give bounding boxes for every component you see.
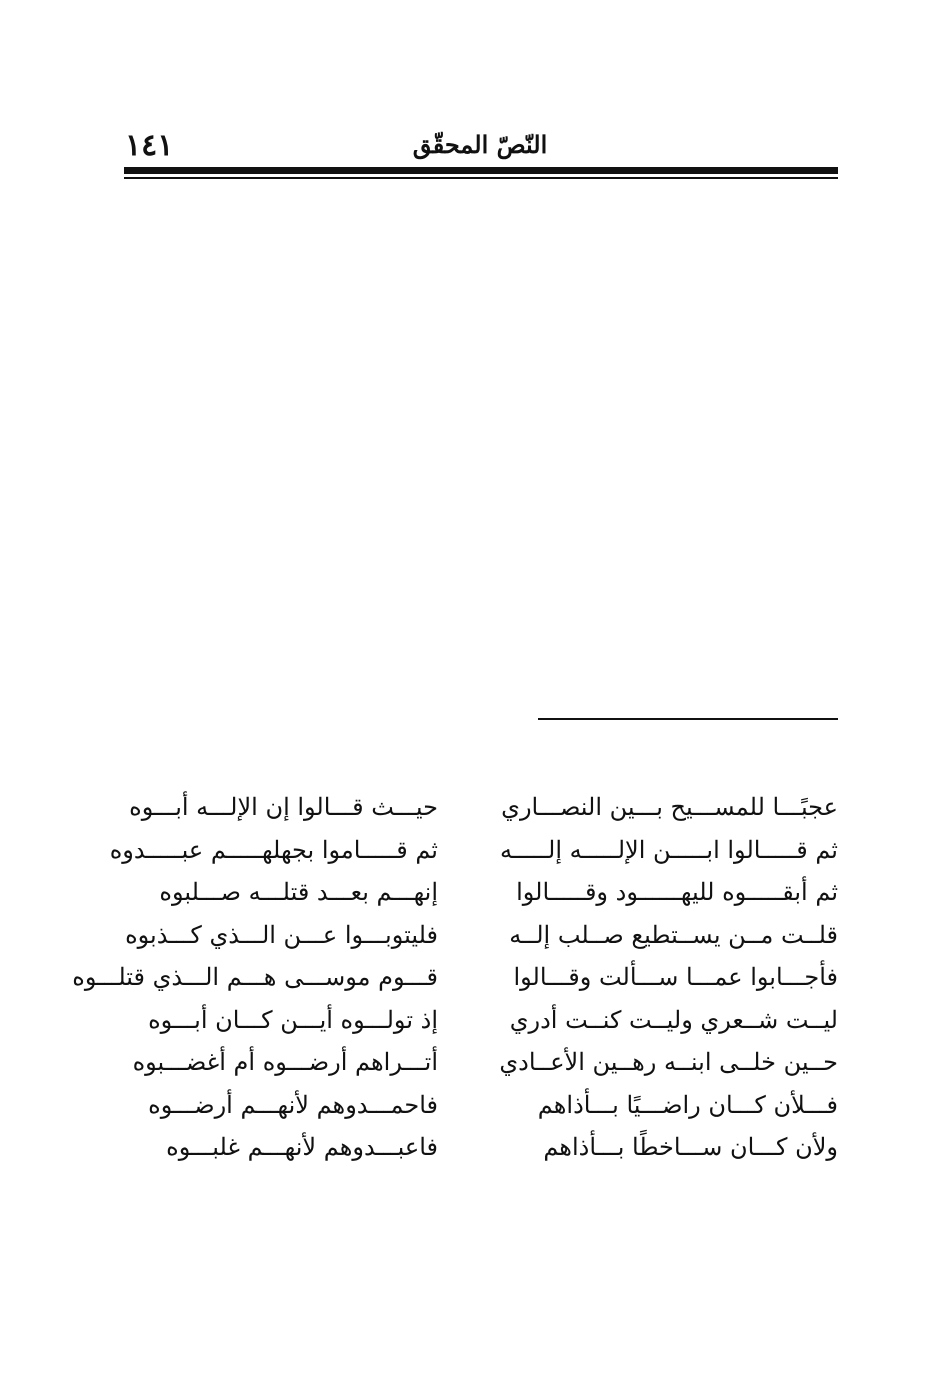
- verse-line: أتـــراهم أرضـــوه أم أغضـــبوه: [132, 1048, 438, 1076]
- verse-line: ليــت شــعري وليــت كنــت أدري: [509, 1005, 838, 1034]
- footnote-rule: [538, 718, 838, 720]
- verse-line: فأجـــابوا عمـــا ســـألت وقـــالوا: [513, 963, 838, 991]
- verse-column-left: [72, 786, 438, 1169]
- verse-line: ولأن كـــان ســـاخطًا بـــأذاهم: [543, 1133, 838, 1161]
- verse-line: عجبًـــا للمســـيح بـــين النصـــاري: [501, 793, 838, 821]
- verse-line: فاحمـــدوهم لأنهـــم أرضـــوه: [148, 1090, 438, 1119]
- verse-column-right: [499, 786, 838, 1169]
- header-rule-thin: [124, 177, 838, 179]
- verse-line: قلــت مــن يســتطيع صــلب إلــه: [509, 920, 838, 949]
- verse-line: فاعبـــدوهم لأنهـــم غلبـــوه: [166, 1133, 438, 1161]
- header-rule-thick: [124, 167, 838, 174]
- verse-line: حــين خلــى ابنــه رهــين الأعــادي: [499, 1048, 838, 1076]
- verse-line: ثم قـــــالوا ابـــــن الإلـــــه إلـــــه: [500, 835, 838, 864]
- verse-line: قـــوم موســـى هـــم الـــذي قتلـــوه: [72, 963, 438, 991]
- verse-line: ثم قـــــاموا بجهلهـــــم عبـــــدوه: [109, 835, 438, 864]
- verse-line: إنهـــم بعـــد قتلـــه صـــلبوه: [159, 878, 438, 906]
- page-number: ١٤١: [125, 128, 174, 163]
- verse-line: ثم أبقـــــوه لليهــــــود وقـــــالوا: [516, 878, 838, 906]
- verse-line: فليتوبـــوا عـــن الـــذي كـــذبوه: [125, 920, 438, 949]
- running-title: النّصّ المحقّق: [412, 130, 548, 159]
- verse-line: حيـــث قـــالوا إن الإلـــه أبـــوه: [129, 793, 438, 821]
- verse-line: إذ تولـــوه أيـــن كـــان أبـــوه: [148, 1005, 438, 1034]
- verse-line: فـــلأن كـــان راضـــيًا بـــأذاهم: [537, 1090, 838, 1119]
